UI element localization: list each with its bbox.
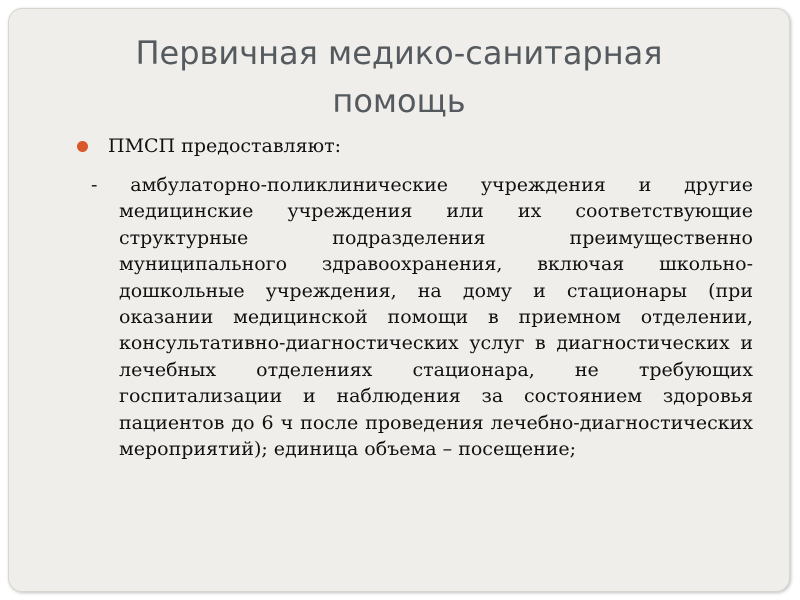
bullet-dot-icon <box>77 141 88 152</box>
slide <box>8 8 790 592</box>
bullet-item <box>77 133 757 159</box>
slide-title: Первичная медико-санитарная помощь <box>135 34 663 120</box>
body-paragraph: - амбулаторно-поликлинические учреждения и другие медицинские учреждения или их соответствующие структурные подразделения преимущественно муниципального здравоохранения, включая школьно-дошкольные учреждения, на дому и стационары (при оказании медицинской помощи в приемном отделении, консультативно-диагностических услуг в диагностических и лечебных отделениях стационара, не требующих госпитализации и наблюдения за состоянием здоровья пациентов до 6 ч после проведения лечебно-диагностических мероприятий); единица объема – посещение; <box>91 174 753 461</box>
bullet-text: ПМСП предоставляют: <box>108 135 342 157</box>
